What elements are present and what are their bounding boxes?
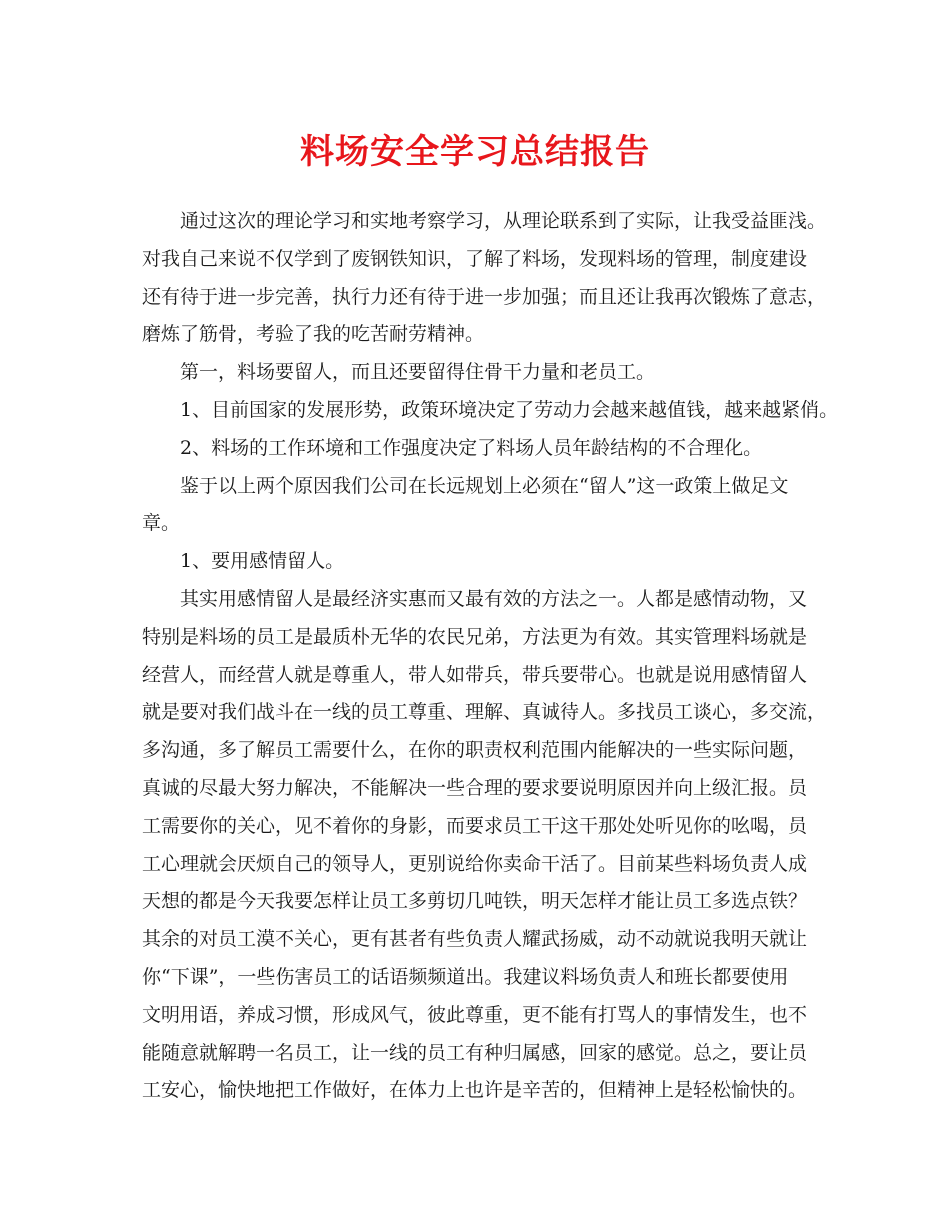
text-line: 其实用感情留人是最经济实惠而又最有效的方法之一。人都是感情动物，又 (180, 587, 808, 610)
text-line: 工心理就会厌烦自己的领导人，更别说给你卖命干活了。目前某些料场负责人成 (142, 852, 808, 875)
text-line: 通过这次的理论学习和实地考察学习，从理论联系到了实际，让我受益匪浅。 (180, 210, 827, 232)
text-line: 文明用语，养成习惯，形成风气，彼此尊重，更不能有打骂人的事情发生，也不 (142, 1003, 808, 1026)
text-line: 磨炼了筋骨，考验了我的吃苦耐劳精神。 (142, 323, 485, 346)
document-title: 料场安全学习总结报告 (300, 132, 650, 172)
text-line: 1、要用感情留人。 (180, 550, 345, 573)
text-line: 就是要对我们战斗在一线的员工尊重、理解、真诚待人。多找员工谈心，多交流， (142, 701, 827, 724)
text-line: 章。 (142, 512, 181, 535)
text-line: 多沟通，多了解员工需要什么，在你的职责权利范围内能解决的一些实际问题， (142, 739, 808, 762)
text-line: 天想的都是今天我要怎样让员工多剪切几吨铁，明天怎样才能让员工多选点铁？ (142, 890, 808, 913)
text-line: 工安心，愉快地把工作做好，在体力上也许是辛苦的，但精神上是轻松愉快的。 (142, 1079, 808, 1102)
text-line: 你“下课”，一些伤害员工的话语频频道出。我建议料场负责人和班长都要使用 (142, 965, 789, 988)
text-line: 工需要你的关心，见不着你的身影，而要求员工干这干那处处听见你的吆喝，员 (142, 814, 808, 837)
text-line: 鉴于以上两个原因我们公司在长远规划上必须在“留人”这一政策上做足文 (180, 474, 789, 497)
text-line: 第一，料场要留人，而且还要留得住骨干力量和老员工。 (180, 361, 656, 384)
text-line: 还有待于进一步完善，执行力还有待于进一步加强；而且还让我再次锻炼了意志， (142, 285, 827, 308)
text-line: 对我自己来说不仅学到了废钢铁知识，了解了料场，发现料场的管理，制度建设 (142, 247, 808, 270)
text-line: 能随意就解聘一名员工，让一线的员工有种归属感，回家的感觉。总之，要让员 (142, 1041, 808, 1064)
text-line: 特别是料场的员工是最质朴无华的农民兄弟，方法更为有效。其实管理料场就是 (142, 625, 808, 648)
text-line: 其余的对员工漠不关心，更有甚者有些负责人耀武扬威，动不动就说我明天就让 (142, 928, 808, 951)
text-line: 1、目前国家的发展形势，政策环境决定了劳动力会越来越值钱，越来越紧俏。 (180, 398, 839, 421)
document-body (142, 203, 839, 1110)
text-line: 2、料场的工作环境和工作强度决定了料场人员年龄结构的不合理化。 (180, 436, 763, 459)
text-line: 经营人，而经营人就是尊重人，带人如带兵，带兵要带心。也就是说用感情留人 (142, 663, 808, 686)
text-line: 真诚的尽最大努力解决，不能解决一些合理的要求要说明原因并向上级汇报。员 (142, 776, 808, 799)
